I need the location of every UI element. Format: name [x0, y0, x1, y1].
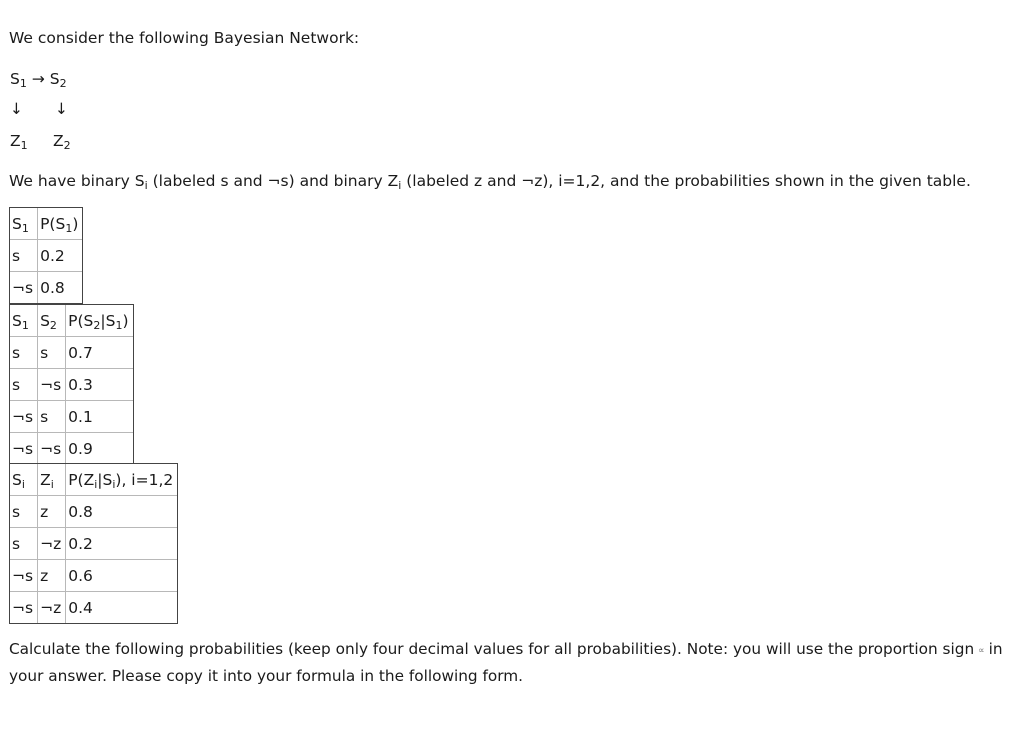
table-cell: 0.2	[38, 240, 83, 272]
table-cell: s	[10, 240, 38, 272]
network-row-bottom	[10, 130, 71, 152]
table-cell: s	[38, 401, 66, 433]
network-row-arrows	[10, 98, 68, 120]
table-row	[10, 369, 134, 401]
table-header-cell: $P(S_2|S_1)$	[66, 305, 133, 337]
table-row	[10, 240, 83, 272]
table-p-s2-given-s1	[9, 304, 134, 465]
table-row	[10, 560, 178, 592]
table-header-cell: $S_1$	[10, 208, 38, 240]
table-row	[10, 592, 178, 624]
table-cell: ¬s	[10, 560, 38, 592]
table-row	[10, 272, 83, 304]
table-row	[10, 337, 134, 369]
table-cell: s	[38, 337, 66, 369]
table-cell: 0.4	[66, 592, 178, 624]
description-text: We have binary $S_i$ (labeled s and ¬s) and binary $Z_i$ (labeled z and ¬z), i=1,2, and the probabilities shown in the given table.	[9, 172, 971, 192]
table-header-cell: $P(S_1)$	[38, 208, 83, 240]
node-s2: $S_2$	[49, 70, 67, 90]
table-p-zi-given-si	[9, 463, 178, 624]
table-row	[10, 401, 134, 433]
instructions-line-1: Calculate the following probabilities (keep only four decimal values for all probabilities). Note: you will use the proportion sign ∝ in	[9, 638, 1003, 662]
table-cell: s	[10, 528, 38, 560]
table-cell: ¬z	[38, 592, 66, 624]
table-header-cell: $S_i$	[10, 464, 38, 496]
table-cell: ¬s	[10, 272, 38, 304]
table-cell: ¬s	[38, 369, 66, 401]
table-header-cell: $P(Z_i|S_i)$, i=1,2	[66, 464, 178, 496]
table-cell: 0.3	[66, 369, 133, 401]
table-cell: ¬z	[38, 528, 66, 560]
table-header-cell: $Z_i$	[38, 464, 66, 496]
table-row	[10, 433, 134, 465]
table-cell: s	[10, 496, 38, 528]
table-p-s1	[9, 207, 83, 304]
table-cell: ¬s	[10, 592, 38, 624]
table-header-cell: $S_2$	[38, 305, 66, 337]
table-header-row	[10, 305, 134, 337]
table-row	[10, 496, 178, 528]
table-header-row	[10, 208, 83, 240]
table-cell: ¬s	[38, 433, 66, 465]
table-cell: z	[38, 496, 66, 528]
right-arrow-icon: →	[31, 70, 45, 88]
down-arrow-icon: ↓	[55, 100, 68, 118]
table-header-row	[10, 464, 178, 496]
intro-text: We consider the following Bayesian Network:	[9, 29, 360, 47]
table-cell: 0.9	[66, 433, 133, 465]
table-cell: z	[38, 560, 66, 592]
table-cell: ¬s	[10, 433, 38, 465]
table-row	[10, 528, 178, 560]
table-cell: 0.6	[66, 560, 178, 592]
table-header-cell: $S_1$	[10, 305, 38, 337]
table-cell: ¬s	[10, 401, 38, 433]
table-cell: 0.1	[66, 401, 133, 433]
table-cell: s	[10, 369, 38, 401]
node-z2: $Z_2$	[53, 132, 71, 152]
network-row-top	[10, 68, 67, 90]
table-cell: 0.8	[66, 496, 178, 528]
node-s1: $S_1$	[10, 70, 27, 90]
table-cell: s	[10, 337, 38, 369]
proportion-sign-icon: ∝	[978, 646, 985, 656]
node-z1: $Z_1$	[10, 132, 28, 152]
table-cell: 0.8	[38, 272, 83, 304]
down-arrow-icon: ↓	[10, 100, 23, 118]
table-cell: 0.2	[66, 528, 178, 560]
instructions-line-2: your answer. Please copy it into your formula in the following form.	[9, 667, 524, 685]
table-cell: 0.7	[66, 337, 133, 369]
